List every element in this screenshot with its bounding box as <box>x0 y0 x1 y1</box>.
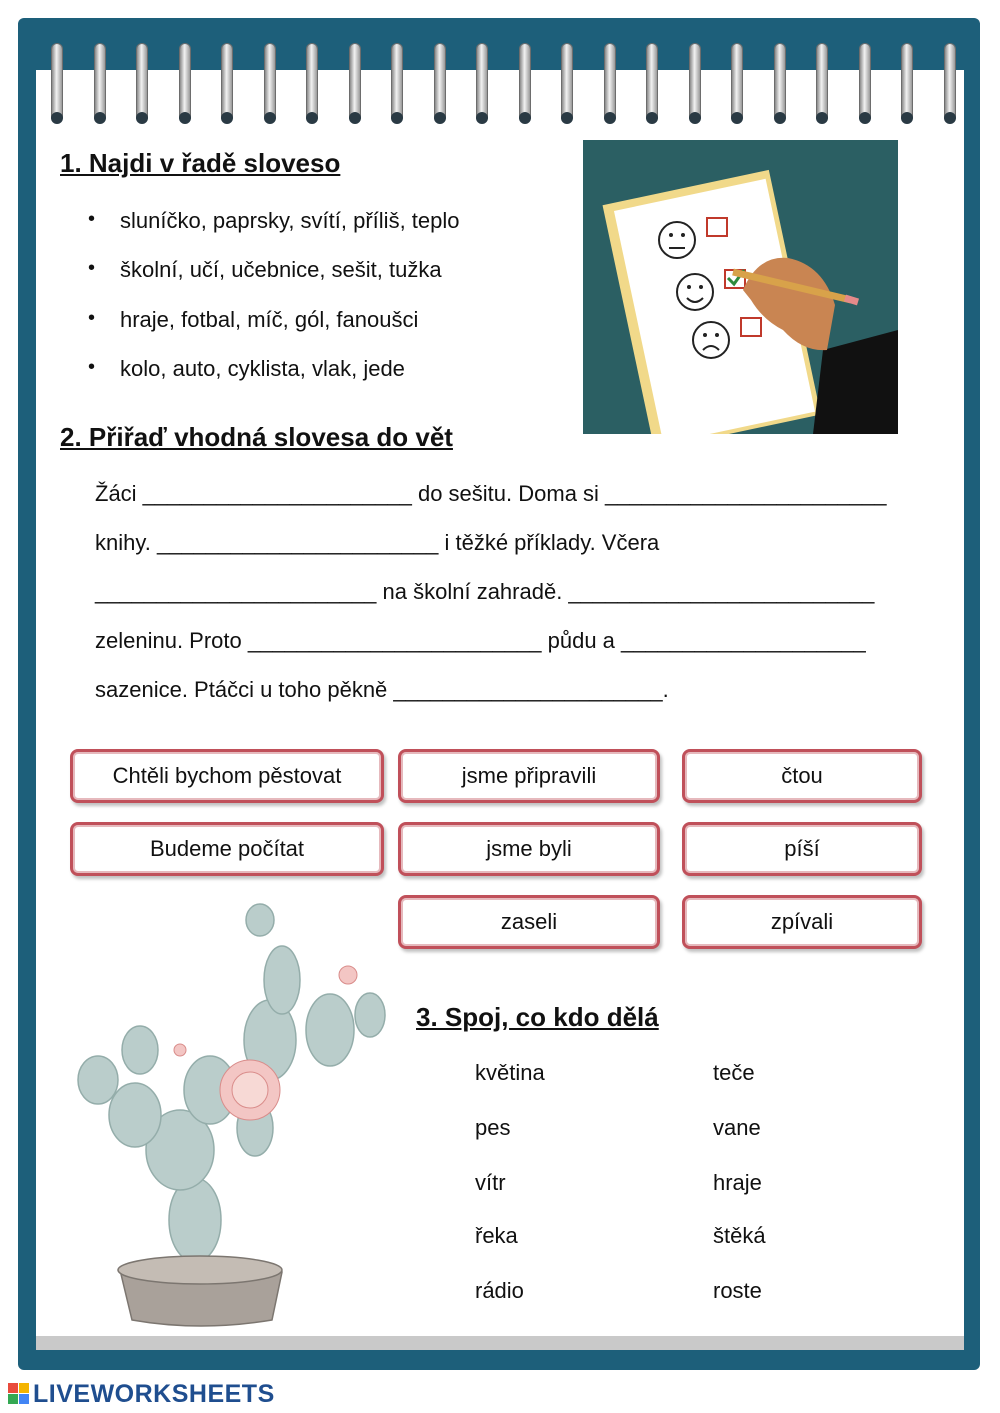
ring-hole <box>391 112 403 124</box>
option-zaseli[interactable]: zaseli <box>398 895 660 949</box>
ring-hole <box>944 112 956 124</box>
fill-line-2[interactable]: knihy. _______________________ i těžké příklady. Včera <box>95 530 660 555</box>
left-word-4[interactable]: řeka <box>475 1223 518 1248</box>
fill-line-4[interactable]: zeleninu. Proto ________________________ půdu a ____________________ <box>95 628 866 653</box>
brand-name: LIVEWORKSHEETS <box>33 1379 275 1408</box>
spiral-ring <box>392 44 402 122</box>
spiral-ring <box>137 44 147 122</box>
liveworksheets-logo-icon <box>8 1383 30 1405</box>
spiral-ring <box>902 44 912 122</box>
spiral-ring <box>775 44 785 122</box>
spiral-ring <box>562 44 572 122</box>
option-ctou[interactable]: čtou <box>682 749 922 803</box>
ring-hole <box>221 112 233 124</box>
spiral-ring <box>265 44 275 122</box>
spiral-ring <box>307 44 317 122</box>
ring-hole <box>94 112 106 124</box>
spiral-ring <box>435 44 445 122</box>
ring-hole <box>561 112 573 124</box>
spiral-ring <box>520 44 530 122</box>
ring-hole <box>179 112 191 124</box>
section2-title: 2. Přiřaď vhodná slovesa do vět <box>60 422 453 452</box>
right-word-1[interactable]: teče <box>713 1060 755 1085</box>
right-word-4[interactable]: štěká <box>713 1223 766 1248</box>
left-word-5[interactable]: rádio <box>475 1278 524 1303</box>
spiral-ring <box>860 44 870 122</box>
verb-row-4: • kolo, auto, cyklista, vlak, jede <box>92 356 405 382</box>
left-word-2[interactable]: pes <box>475 1115 511 1140</box>
ring-hole <box>604 112 616 124</box>
ring-hole <box>434 112 446 124</box>
ring-hole <box>859 112 871 124</box>
spiral-ring <box>95 44 105 122</box>
verb-row-3: • hraje, fotbal, míč, gól, fanoušci <box>92 307 418 333</box>
spiral-ring <box>817 44 827 122</box>
ring-hole <box>264 112 276 124</box>
verb-row-2: • školní, učí, učebnice, sešit, tužka <box>92 257 442 283</box>
fill-line-1[interactable]: Žáci ______________________ do sešitu. Doma si _______________________ <box>95 481 887 506</box>
paper-bottom-edge <box>36 1336 964 1350</box>
ring-hole <box>349 112 361 124</box>
footer-branding <box>8 1380 275 1408</box>
spiral-ring <box>690 44 700 122</box>
ring-hole <box>646 112 658 124</box>
ring-hole <box>901 112 913 124</box>
right-word-2[interactable]: vane <box>713 1115 761 1140</box>
spiral-ring <box>732 44 742 122</box>
option-chteli-bychom-pestovat[interactable]: Chtěli bychom pěstovat <box>70 749 384 803</box>
left-word-3[interactable]: vítr <box>475 1170 506 1195</box>
fill-line-3[interactable]: _______________________ na školní zahradě. _________________________ <box>95 579 875 604</box>
option-budeme-pocitat[interactable]: Budeme počítat <box>70 822 384 876</box>
ring-hole <box>774 112 786 124</box>
option-zpivali[interactable]: zpívali <box>682 895 922 949</box>
option-jsme-pripravili[interactable]: jsme připravili <box>398 749 660 803</box>
spiral-ring <box>52 44 62 122</box>
right-word-3[interactable]: hraje <box>713 1170 762 1195</box>
ring-hole <box>306 112 318 124</box>
fill-line-5[interactable]: sazenice. Ptáčci u toho pěkně ______________________. <box>95 677 669 702</box>
option-pisi[interactable]: píší <box>682 822 922 876</box>
section3-title: 3. Spoj, co kdo dělá <box>416 1002 659 1032</box>
ring-hole <box>519 112 531 124</box>
verb-row-1: • sluníčko, paprsky, svítí, příliš, teplo <box>92 208 460 234</box>
ring-hole <box>731 112 743 124</box>
ring-hole <box>689 112 701 124</box>
cactus-illustration <box>60 900 400 1330</box>
right-word-5[interactable]: roste <box>713 1278 762 1303</box>
ring-hole <box>816 112 828 124</box>
ring-hole <box>476 112 488 124</box>
spiral-ring <box>477 44 487 122</box>
spiral-ring <box>350 44 360 122</box>
spiral-ring <box>945 44 955 122</box>
ring-hole <box>136 112 148 124</box>
ring-hole <box>51 112 63 124</box>
spiral-ring <box>647 44 657 122</box>
spiral-ring <box>180 44 190 122</box>
option-jsme-byli[interactable]: jsme byli <box>398 822 660 876</box>
checklist-illustration <box>583 140 898 434</box>
section1-title: 1. Najdi v řadě sloveso <box>60 148 341 178</box>
spiral-ring <box>222 44 232 122</box>
left-word-1[interactable]: květina <box>475 1060 545 1085</box>
spiral-ring <box>605 44 615 122</box>
